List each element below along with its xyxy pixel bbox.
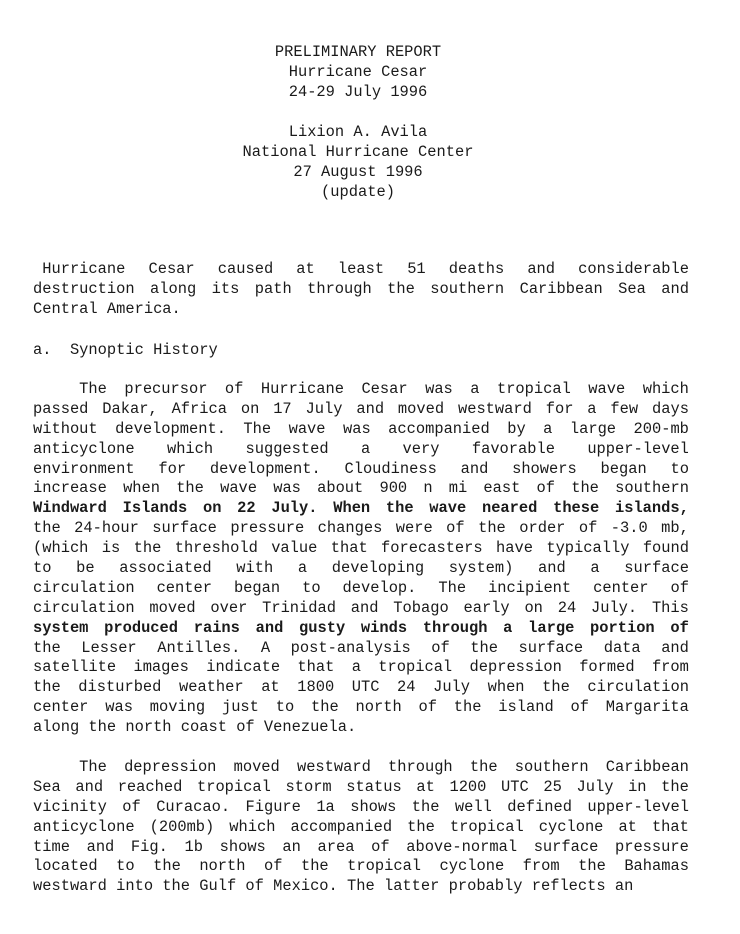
text-line: the Lesser Antilles. A post-analysis of the surface data and <box>33 638 689 657</box>
text-line: satellite images indicate that a tropical depression formed from <box>33 658 689 677</box>
text-line: along the north coast of Venezuela. <box>33 718 357 737</box>
text-line: The depression moved westward through the southern Caribbean <box>33 758 689 776</box>
intro-paragraph <box>33 260 689 320</box>
text-line: Sea and reached tropical storm status at 1200 UTC 25 July in the <box>33 777 689 796</box>
text-line: without development. The wave was accompanied by a large 200-mb <box>33 419 689 438</box>
author-name: Lixion A. Avila <box>288 123 428 141</box>
text-line: vicinity of Curacao. Figure 1a shows the well defined upper-level <box>33 797 689 816</box>
text-line: located to the north of the tropical cyclone from the Bahamas <box>33 857 689 876</box>
text-line: anticyclone which suggested a very favorable upper-level <box>33 439 689 458</box>
text-line: Hurricane Cesar caused at least 51 deaths and considerable <box>33 260 689 278</box>
report-status: (update) <box>321 183 395 201</box>
section-heading: a. Synoptic History <box>33 341 218 359</box>
text-line: passed Dakar, Africa on 17 July and moved westward for a few days <box>33 399 689 418</box>
report-header <box>0 42 716 202</box>
text-line: Windward Islands on 22 July. When the wave neared these islands, <box>33 499 689 518</box>
text-line: westward into the Gulf of Mexico. The latter probably reflects an <box>33 877 634 896</box>
synoptic-paragraph-2 <box>33 758 689 897</box>
text-line: increase when the wave was about 900 n mi east of the southern <box>33 479 689 498</box>
report-title: PRELIMINARY REPORT <box>274 43 442 61</box>
text-line: environment for development. Cloudiness and showers began to <box>33 459 689 478</box>
text-line: system produced rains and gusty winds through a large portion of <box>33 618 689 637</box>
text-line: the 24-hour surface pressure changes were of the order of -3.0 mb, <box>33 519 689 538</box>
text-line: anticyclone (200mb) which accompanied the tropical cyclone at that <box>33 817 689 836</box>
text-line: The precursor of Hurricane Cesar was a tropical wave which <box>33 380 689 398</box>
storm-dates: 24-29 July 1996 <box>288 83 428 101</box>
text-line: Central America. <box>33 299 181 318</box>
text-line: center was moving just to the north of the island of Margarita <box>33 698 689 717</box>
header-spacer <box>0 102 716 122</box>
text-line: circulation moved over Trinidad and Tobago early on 24 July. This <box>33 598 689 617</box>
text-line: circulation center began to develop. The incipient center of <box>33 578 689 597</box>
author-organization: National Hurricane Center <box>242 143 474 161</box>
storm-name: Hurricane Cesar <box>288 63 428 81</box>
text-line: destruction along its path through the southern Caribbean Sea and <box>33 279 689 298</box>
text-line: to be associated with a developing system) and a surface <box>33 559 689 578</box>
report-date: 27 August 1996 <box>293 163 423 181</box>
text-line: the disturbed weather at 1800 UTC 24 July when the circulation <box>33 678 689 697</box>
text-line: (which is the threshold value that forecasters have typically found <box>33 539 689 558</box>
text-line: time and Fig. 1b shows an area of above-normal surface pressure <box>33 837 689 856</box>
synoptic-paragraph-1 <box>33 380 689 738</box>
